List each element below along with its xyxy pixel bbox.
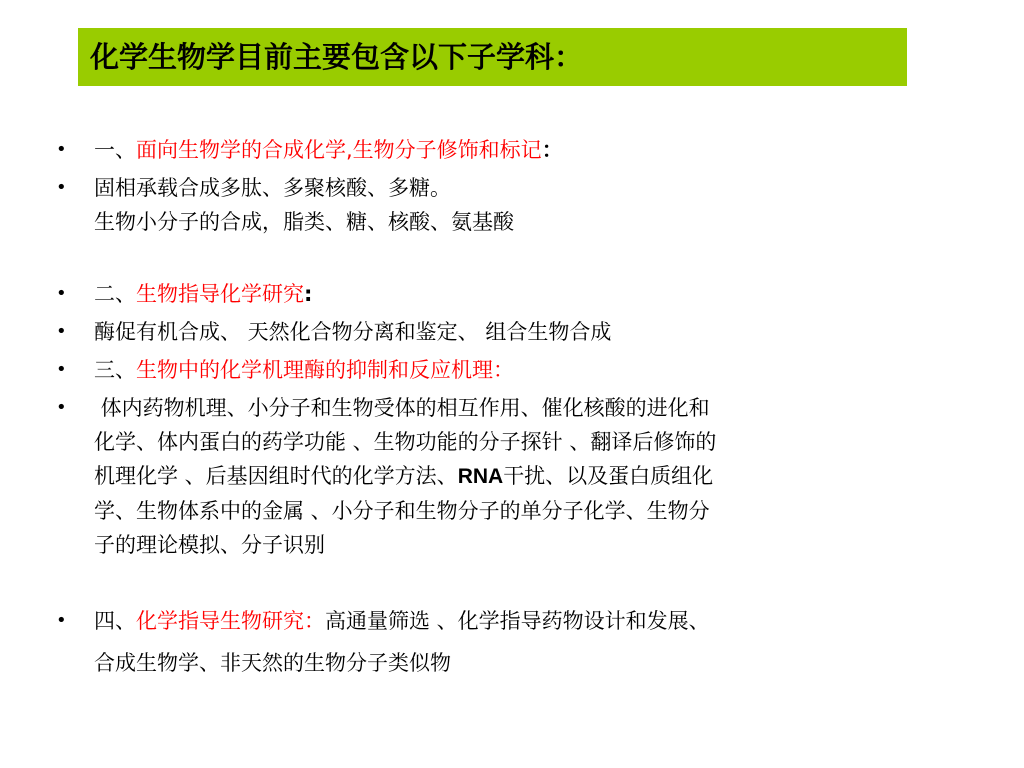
text-segment: 机理化学 、后基因组时代的化学方法、	[94, 464, 458, 488]
text-segment: 干扰、以及蛋白质组化	[503, 464, 714, 488]
bullet-dot: •	[56, 177, 67, 198]
bullet-dot: •	[56, 139, 67, 160]
bullet-list	[56, 133, 956, 684]
section-heading-highlight: 化学指导生物研究：	[136, 609, 325, 633]
bullet-dot: •	[56, 397, 67, 418]
bullet-dot: •	[56, 359, 67, 380]
bullet-line	[94, 353, 956, 387]
bullet-line	[94, 277, 956, 311]
bullet-line: 生物小分子的合成，脂类、糖、核酸、氨基酸	[94, 210, 514, 234]
bullet-item-2	[56, 171, 956, 239]
bullet-item-3	[56, 277, 956, 311]
bullet-line	[94, 459, 956, 494]
text-segment: 高通量筛选 、化学指导药物设计和发展、	[325, 609, 710, 633]
bullet-line: 学、生物体系中的金属 、小分子和生物分子的单分子化学、生物分	[94, 499, 710, 523]
slide-title: 化学生物学目前主要包含以下子学科：	[90, 39, 584, 74]
bullet-item-1	[56, 133, 956, 167]
section-heading-highlight: 面向生物学的合成化学,生物分子修饰和标记	[136, 138, 542, 162]
bullet-line: 体内药物机理、小分子和生物受体的相互作用、催化核酸的进化和	[94, 396, 710, 420]
bullet-line: 固相承载合成多肽、多聚核酸、多糖。	[94, 176, 451, 200]
bullet-dot: •	[56, 321, 67, 342]
rna-term: RNA	[457, 465, 504, 488]
section-suffix: ：	[541, 138, 563, 162]
section-suffix: :	[304, 282, 313, 306]
bullet-item-4	[56, 315, 956, 349]
section-prefix: 二、	[94, 282, 136, 306]
section-heading-highlight: 生物指导化学研究	[136, 282, 304, 306]
bullet-item-6	[56, 391, 956, 562]
bullet-item-7	[56, 600, 956, 684]
bullet-dot: •	[56, 283, 67, 304]
bullet-line: 子的理论模拟、分子识别	[94, 533, 325, 557]
title-bar	[78, 28, 907, 86]
bullet-line: 酶促有机合成、 天然化合物分离和鉴定、 组合生物合成	[94, 320, 612, 344]
bullet-line: 化学、体内蛋白的药学功能 、生物功能的分子探针 、翻译后修饰的	[94, 430, 717, 454]
section-prefix: 一、	[94, 138, 136, 162]
section-heading-highlight: 生物中的化学机理酶的抑制和反应机理：	[136, 358, 514, 382]
bullet-line: 合成生物学、非天然的生物分子类似物	[94, 651, 451, 675]
bullet-item-5	[56, 353, 956, 387]
bullet-line	[94, 600, 956, 642]
section-prefix: 四、	[94, 609, 136, 633]
section-prefix: 三、	[94, 358, 136, 382]
bullet-line	[94, 133, 956, 167]
bullet-dot: •	[56, 610, 67, 631]
